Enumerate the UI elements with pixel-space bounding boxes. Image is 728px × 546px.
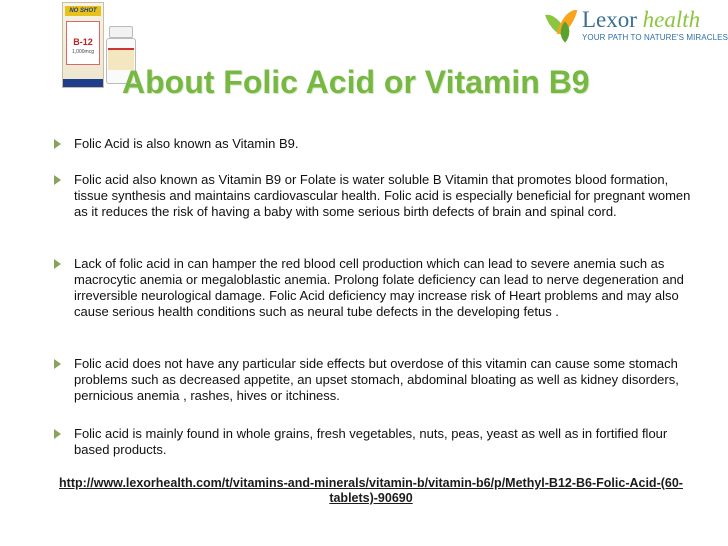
bullet-text: Folic acid also known as Vitamin B9 or Folate is water soluble B Vitamin that promotes blood formation, tissue synthesis and maintains cardiovascular health. Folic acid is especially beneficial for pregnant women as it reduces the risk of having a baby with some serious birth defects of brain and spinal cord. (74, 172, 691, 219)
logo-name-part2: health (642, 7, 701, 32)
lexor-health-logo[interactable] (549, 6, 727, 46)
bullet-arrow-icon (54, 359, 61, 369)
bottle-cap (109, 26, 133, 38)
box-dose-label: 1,000mcg (72, 49, 94, 55)
logo-tagline: YOUR PATH TO NATURE'S MIRACLES (582, 33, 728, 42)
source-link[interactable]: http://www.lexorhealth.com/t/vitamins-and-minerals/vitamin-b/vitamin-b6/p/Methyl-B12-B6-Folic-Acid-(60-tablets)-90690 (59, 476, 683, 505)
box-brand-label: NO SHOT (65, 6, 101, 16)
logo-name-part1: Lexor (582, 7, 637, 32)
bullet-text: Folic acid does not have any particular side effects but overdose of this vitamin can cause some stomach problems such as decreased appetite, an upset stomach, abdominal bloating as well as kidney disorders, pernicious anemia , rashes, hives or itchiness. (74, 356, 679, 403)
bullet-arrow-icon (54, 139, 61, 149)
bullet-arrow-icon (54, 429, 61, 439)
bullet-arrow-icon (54, 175, 61, 185)
bullet-text: Folic acid is mainly found in whole grains, fresh vegetables, nuts, peas, yeast as well as in fortified flour based products. (74, 426, 668, 457)
slide-title: About Folic Acid or Vitamin B9 (122, 64, 590, 100)
logo-name (582, 6, 700, 34)
box-stripe (63, 79, 103, 87)
supplement-box (62, 2, 104, 88)
bullet-text: Folic Acid is also known as Vitamin B9. (74, 136, 299, 151)
box-product-label: B-12 (73, 37, 93, 47)
bullet-arrow-icon (54, 259, 61, 269)
bullet-text: Lack of folic acid in can hamper the red blood cell production which can lead to severe anemia such as macrocytic anemia or megaloblastic anemia. Prolong folate deficiency can lead to nerve degeneration and irreversible neurological damage. Folic Acid deficiency may increase risk of Heart problems and may also cause serious health conditions such as neural tube defects in the developing fetus . (74, 256, 684, 319)
